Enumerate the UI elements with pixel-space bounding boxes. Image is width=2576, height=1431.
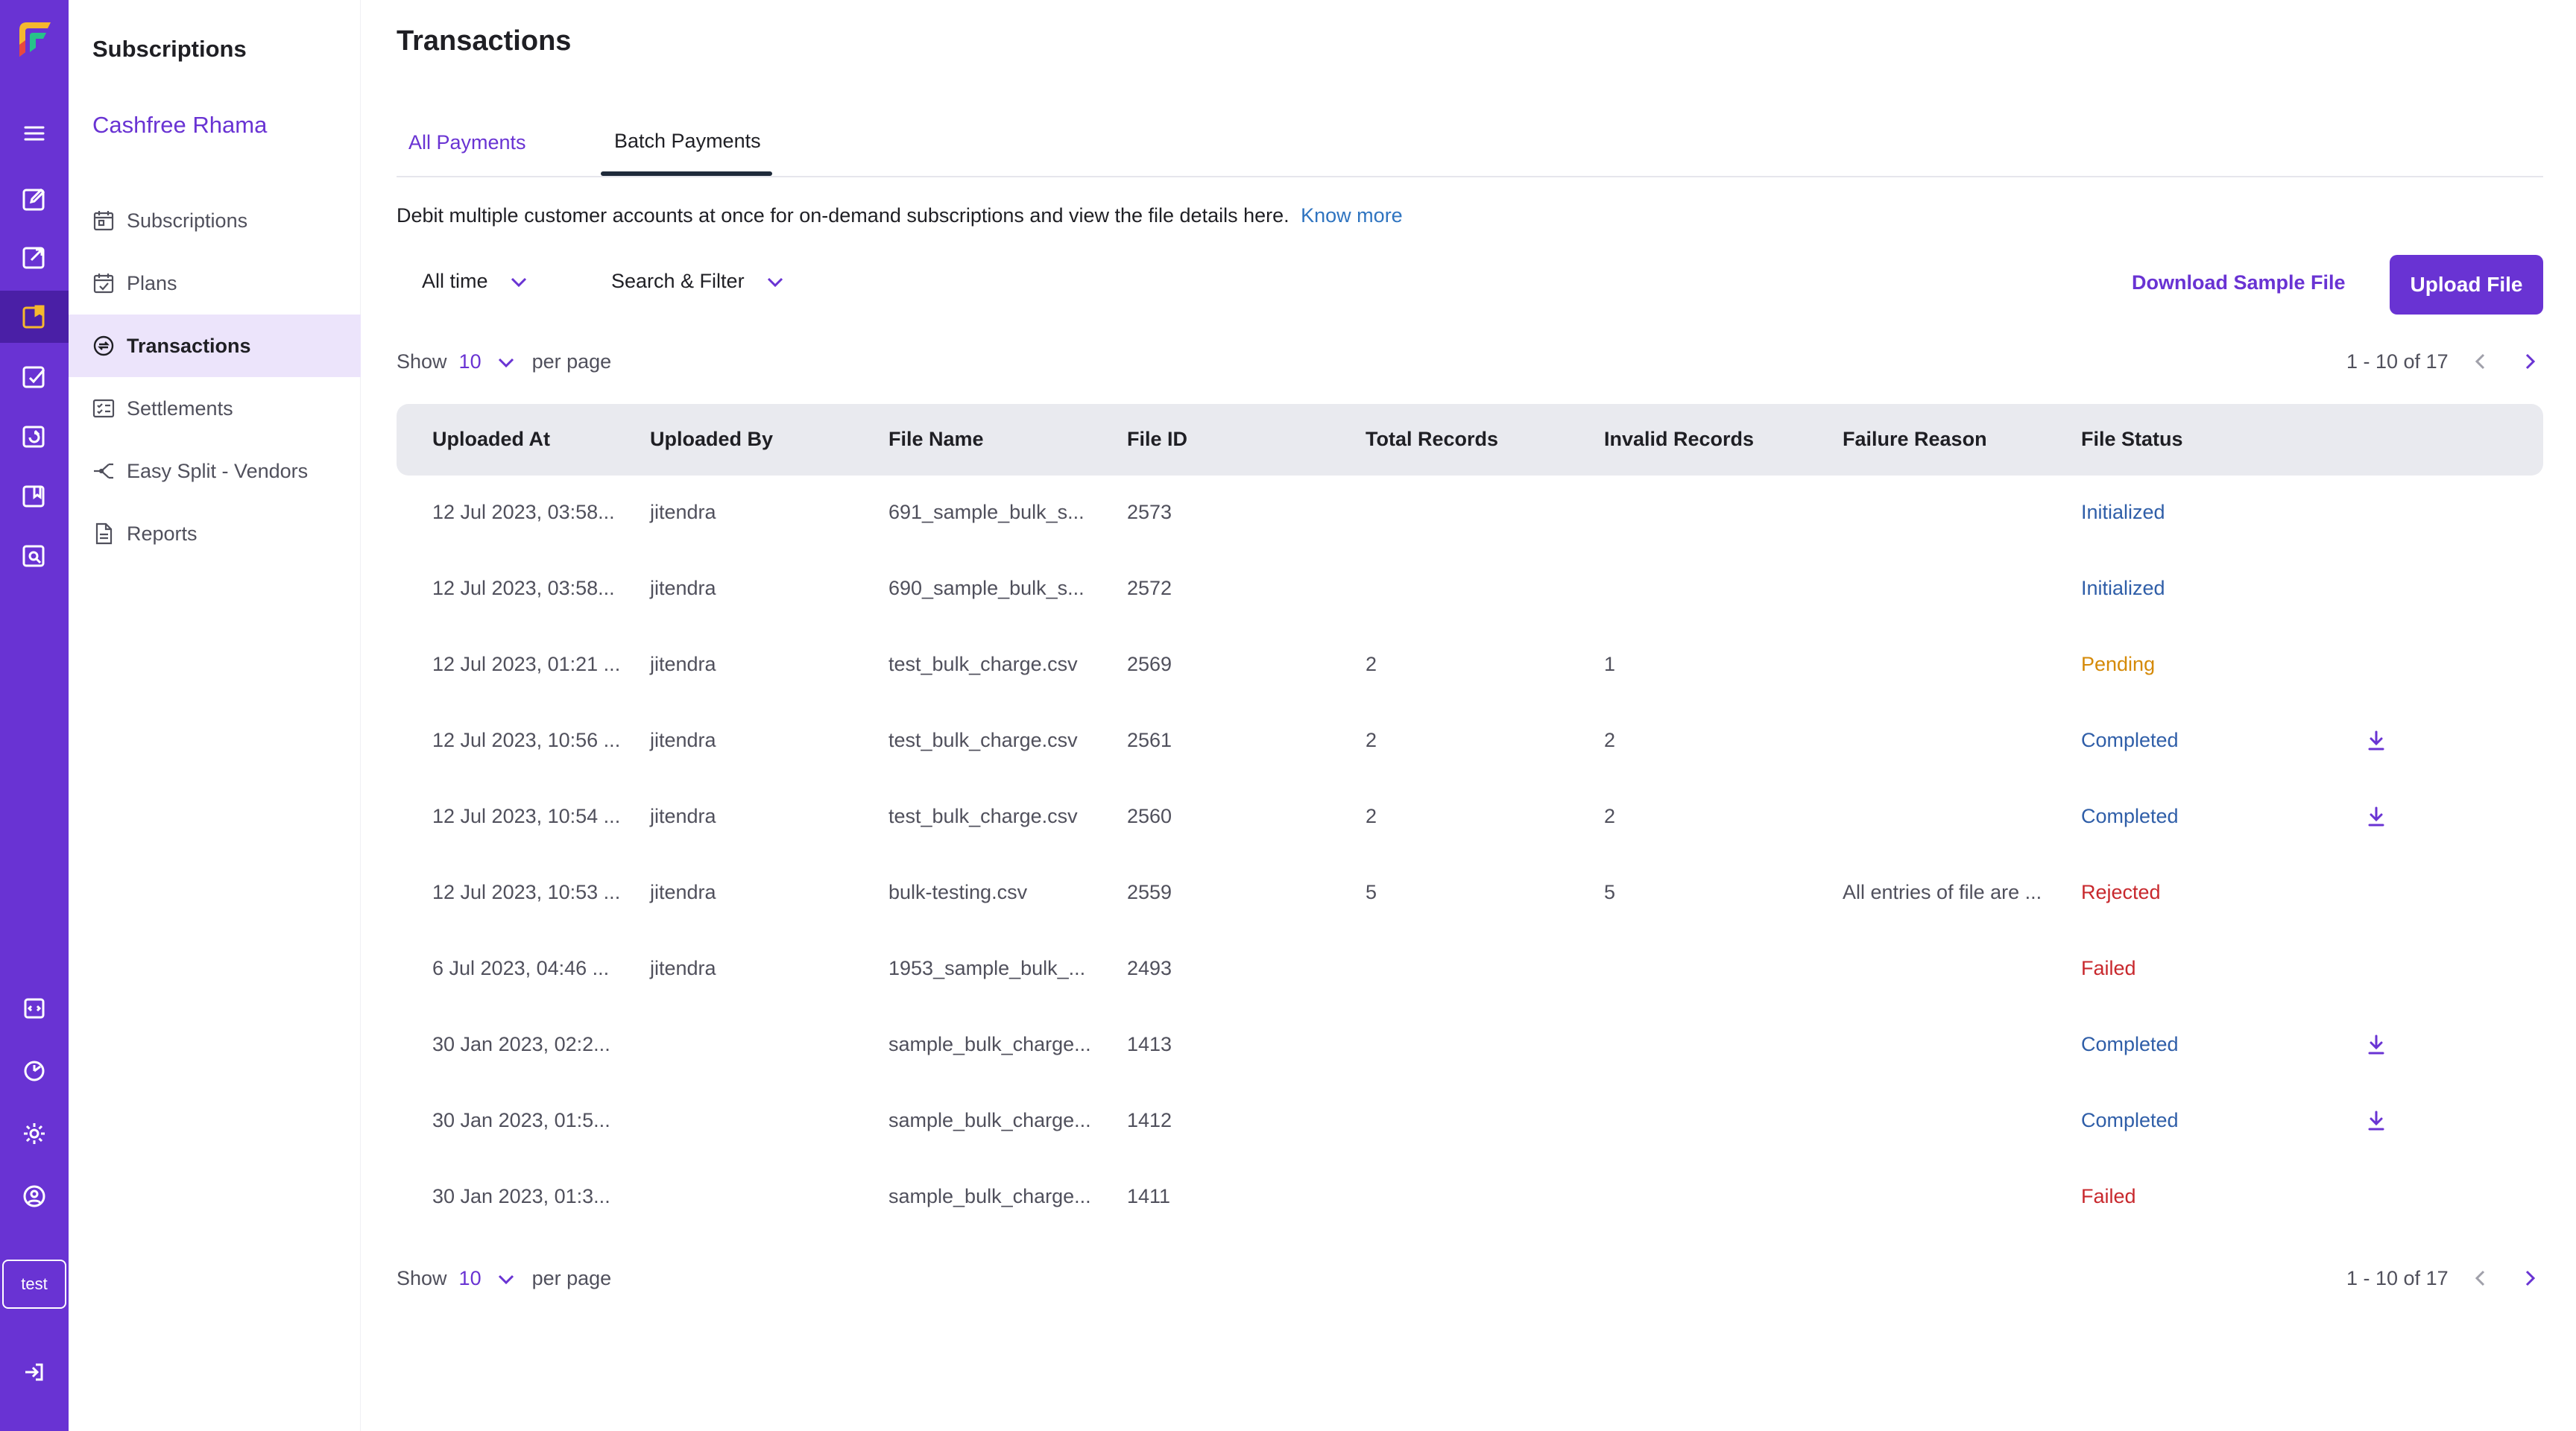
table-row[interactable] xyxy=(397,707,2543,783)
uploaded-at-cell: 30 Jan 2023, 01:5... xyxy=(432,1109,610,1131)
file-status-cell: Failed xyxy=(2081,957,2136,979)
total-records-cell: 2 xyxy=(1366,729,1377,751)
file-id-cell: 1413 xyxy=(1127,1033,1172,1055)
file-id-cell: 2572 xyxy=(1127,577,1172,599)
file-name-cell[interactable]: test_bulk_charge.csv xyxy=(888,653,1078,675)
total-records-cell: 2 xyxy=(1366,805,1377,827)
logout-icon[interactable] xyxy=(0,1346,69,1398)
file-status-cell: Completed xyxy=(2081,1033,2179,1055)
failure-reason-cell: All entries of file are ... xyxy=(1843,881,2042,903)
cashfree-logo[interactable] xyxy=(15,18,54,58)
file-id-cell: 2559 xyxy=(1127,881,1172,903)
sidebar-item-label: Plans xyxy=(127,271,177,294)
uploaded-at-cell: 12 Jul 2023, 03:58... xyxy=(432,577,615,599)
uploaded-at-cell: 12 Jul 2023, 10:56 ... xyxy=(432,729,621,751)
prev-page-button[interactable] xyxy=(2466,347,2496,376)
edit-icon[interactable] xyxy=(0,173,69,225)
chevron-right-icon xyxy=(2519,1268,2540,1289)
file-status-cell: Initialized xyxy=(2081,501,2165,523)
sidebar-item-reports[interactable] xyxy=(69,502,361,565)
file-name-cell[interactable]: sample_bulk_charge... xyxy=(888,1109,1091,1131)
split-icon xyxy=(91,458,116,484)
table-row[interactable] xyxy=(397,783,2543,859)
main-content xyxy=(361,0,2576,1431)
file-status-cell: Rejected xyxy=(2081,881,2161,903)
invalid-records-cell: 2 xyxy=(1604,729,1616,751)
settlements-icon xyxy=(91,396,116,421)
payout-icon[interactable] xyxy=(0,231,69,283)
table-row[interactable] xyxy=(397,555,2543,631)
uploaded-at-cell: 12 Jul 2023, 03:58... xyxy=(432,501,615,523)
file-id-cell: 2493 xyxy=(1127,957,1172,979)
per-page-label: per page xyxy=(531,1267,612,1289)
file-id-cell: 2560 xyxy=(1127,805,1172,827)
description-text: Debit multiple customer accounts at once for on-demand subscriptions and view the file details here. xyxy=(397,204,1289,227)
file-name-cell[interactable]: sample_bulk_charge... xyxy=(888,1185,1091,1207)
file-id-cell: 1412 xyxy=(1127,1109,1172,1131)
time-filter-dropdown[interactable] xyxy=(422,270,530,293)
sidebar-item-label: Subscriptions xyxy=(127,209,248,232)
column-file-name[interactable]: File Name xyxy=(888,428,984,450)
chevron-down-icon xyxy=(508,271,530,293)
chevron-down-icon xyxy=(495,1268,517,1290)
verification-icon[interactable] xyxy=(0,529,69,581)
sidebar-title: Subscriptions xyxy=(92,36,247,62)
file-name-cell[interactable]: 1953_sample_bulk_... xyxy=(888,957,1086,979)
page-range: 1 - 10 of 17 xyxy=(2346,1267,2449,1289)
table-header xyxy=(397,404,2543,476)
merchant-name[interactable]: Cashfree Rhama xyxy=(92,112,268,138)
file-name-cell[interactable]: 690_sample_bulk_s... xyxy=(888,577,1085,599)
chevron-down-icon xyxy=(764,271,786,293)
page-size-value: 10 xyxy=(458,350,482,373)
chevron-left-icon xyxy=(2470,351,2491,372)
file-id-cell: 2569 xyxy=(1127,653,1172,675)
next-page-button[interactable] xyxy=(2515,1263,2545,1293)
uploaded-at-cell: 6 Jul 2023, 04:46 ... xyxy=(432,957,610,979)
menu-icon[interactable] xyxy=(0,107,69,159)
uploaded-by-cell: jitendra xyxy=(650,957,716,979)
table-row[interactable] xyxy=(397,1011,2543,1087)
uploaded-by-cell: jitendra xyxy=(650,881,716,903)
column-uploaded-at[interactable]: Uploaded At xyxy=(432,428,550,450)
page-size-selector-bottom xyxy=(397,1267,611,1290)
file-name-cell[interactable]: bulk-testing.csv xyxy=(888,881,1028,903)
bookmark-icon[interactable] xyxy=(0,470,69,522)
table-row[interactable] xyxy=(397,935,2543,1011)
chevron-left-icon xyxy=(2470,1268,2491,1289)
page-size-dropdown[interactable] xyxy=(459,1267,532,1290)
table-row[interactable] xyxy=(397,1163,2543,1239)
sidebar-item-label: Easy Split - Vendors xyxy=(127,459,309,482)
column-file-status[interactable]: File Status xyxy=(2081,428,2183,450)
sidebar-item-label: Reports xyxy=(127,522,198,545)
download-icon[interactable] xyxy=(2363,803,2390,830)
refresh-icon[interactable] xyxy=(0,410,69,462)
file-name-cell[interactable]: sample_bulk_charge... xyxy=(888,1033,1091,1055)
analytics-icon[interactable] xyxy=(0,1045,69,1097)
sidebar-item-subscriptions[interactable] xyxy=(69,189,361,252)
total-records-cell: 2 xyxy=(1366,653,1377,675)
page-title: Transactions xyxy=(397,25,572,57)
time-filter-label: All time xyxy=(422,270,488,292)
table-row[interactable] xyxy=(397,631,2543,707)
prev-page-button[interactable] xyxy=(2466,1263,2496,1293)
column-uploaded-by[interactable]: Uploaded By xyxy=(650,428,774,450)
page-size-dropdown[interactable] xyxy=(459,350,532,373)
secondary-sidebar xyxy=(69,0,361,1431)
show-label: Show xyxy=(397,350,447,373)
column-failure-reason[interactable]: Failure Reason xyxy=(1843,428,1987,450)
upload-file-button[interactable]: Upload File xyxy=(2390,255,2543,315)
tab-all-payments[interactable]: All Payments xyxy=(408,131,526,154)
active-tab-indicator xyxy=(601,171,772,176)
column-invalid-records[interactable]: Invalid Records xyxy=(1604,428,1755,450)
column-total-records[interactable]: Total Records xyxy=(1366,428,1499,450)
uploaded-at-cell: 30 Jan 2023, 02:2... xyxy=(432,1033,610,1055)
tab-bar xyxy=(397,112,2543,177)
file-status-cell: Pending xyxy=(2081,653,2156,675)
column-file-id[interactable]: File ID xyxy=(1127,428,1188,450)
subscriptions-icon[interactable] xyxy=(0,291,69,343)
download-icon[interactable] xyxy=(2363,727,2390,754)
checklist-icon[interactable] xyxy=(0,350,69,402)
page-size-selector-top xyxy=(397,350,611,373)
file-status-cell: Completed xyxy=(2081,729,2179,751)
per-page-label: per page xyxy=(531,350,612,373)
file-status-cell: Completed xyxy=(2081,1109,2179,1131)
chevron-right-icon xyxy=(2519,351,2540,372)
search-filter-dropdown[interactable] xyxy=(611,270,786,293)
table-row[interactable] xyxy=(397,478,2543,555)
file-name-cell[interactable]: 691_sample_bulk_s... xyxy=(888,501,1085,523)
sidebar-item-easy-split[interactable] xyxy=(69,440,361,502)
sidebar-item-label: Transactions xyxy=(127,334,251,357)
page-description xyxy=(397,204,1403,227)
sidebar-item-plans[interactable] xyxy=(69,252,361,315)
uploaded-by-cell: jitendra xyxy=(650,577,716,599)
sidebar-item-label: Settlements xyxy=(127,397,233,420)
file-id-cell: 2573 xyxy=(1127,501,1172,523)
invalid-records-cell: 5 xyxy=(1604,881,1616,903)
search-filter-label: Search & Filter xyxy=(611,270,745,292)
uploaded-by-cell: jitendra xyxy=(650,805,716,827)
file-name-cell[interactable]: test_bulk_charge.csv xyxy=(888,729,1078,751)
file-id-cell: 2561 xyxy=(1127,729,1172,751)
file-id-cell: 1411 xyxy=(1127,1185,1171,1207)
uploaded-by-cell: jitendra xyxy=(650,501,716,523)
page-size-value: 10 xyxy=(458,1267,482,1289)
sidebar-item-settlements[interactable] xyxy=(69,377,361,440)
uploaded-at-cell: 30 Jan 2023, 01:3... xyxy=(432,1185,610,1207)
invalid-records-cell: 2 xyxy=(1604,805,1616,827)
uploaded-at-cell: 12 Jul 2023, 10:53 ... xyxy=(432,881,621,903)
file-status-cell: Failed xyxy=(2081,1185,2136,1207)
file-status-cell: Initialized xyxy=(2081,577,2165,599)
settings-icon[interactable] xyxy=(0,1108,69,1160)
show-label: Show xyxy=(397,1267,447,1289)
download-icon[interactable] xyxy=(2363,1108,2390,1134)
total-records-cell: 5 xyxy=(1366,881,1377,903)
table-row[interactable] xyxy=(397,859,2543,935)
calendar-icon xyxy=(91,208,116,233)
environment-badge[interactable]: test xyxy=(2,1260,66,1309)
uploaded-by-cell: jitendra xyxy=(650,653,716,675)
page-range: 1 - 10 of 17 xyxy=(2346,350,2449,373)
sidebar-item-transactions[interactable] xyxy=(69,315,361,377)
invalid-records-cell: 1 xyxy=(1604,653,1616,675)
transactions-icon xyxy=(91,333,116,358)
uploaded-at-cell: 12 Jul 2023, 10:54 ... xyxy=(432,805,621,827)
uploaded-by-cell: jitendra xyxy=(650,729,716,751)
profile-icon[interactable] xyxy=(0,1170,69,1222)
calendar-check-icon xyxy=(91,271,116,296)
tab-batch-payments[interactable]: Batch Payments xyxy=(614,130,761,152)
developers-icon[interactable] xyxy=(0,982,69,1034)
know-more-link[interactable]: Know more xyxy=(1301,204,1403,227)
file-name-cell[interactable]: test_bulk_charge.csv xyxy=(888,805,1078,827)
app-rail xyxy=(0,0,69,1431)
chevron-down-icon xyxy=(495,351,517,373)
download-sample-button[interactable]: Download Sample File xyxy=(2132,271,2346,294)
next-page-button[interactable] xyxy=(2515,347,2545,376)
document-icon xyxy=(91,521,116,546)
uploaded-at-cell: 12 Jul 2023, 01:21 ... xyxy=(432,653,621,675)
table-row[interactable] xyxy=(397,1087,2543,1163)
download-icon[interactable] xyxy=(2363,1032,2390,1058)
file-status-cell: Completed xyxy=(2081,805,2179,827)
